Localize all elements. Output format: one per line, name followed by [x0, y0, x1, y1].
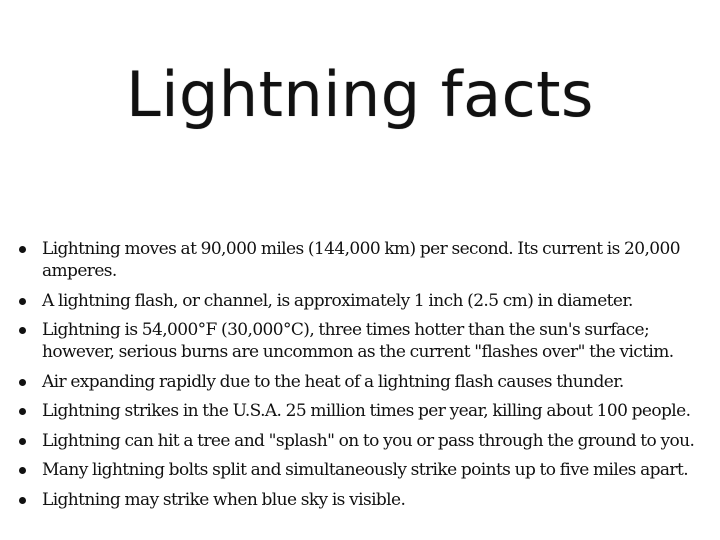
fact-text: Lightning moves at 90,000 miles (144,000 km) per second. Its current is 20,000 amperes.	[42, 239, 680, 281]
fact-text: Lightning is 54,000°F (30,000°C), three times hotter than the sun's surface; however, serious burns are uncommon as the current "flashes over" the victim.	[42, 320, 674, 362]
fact-text: Lightning strikes in the U.S.A. 25 million times per year, killing about 100 people.	[42, 401, 691, 421]
fact-text: Lightning can hit a tree and "splash" on to you or pass through the ground to you.	[42, 430, 695, 451]
bullet-icon	[19, 497, 26, 504]
list-item	[14, 489, 714, 511]
bullet-icon	[19, 379, 26, 386]
fact-text: A lightning flash, or channel, is approximately 1 inch (2.5 cm) in diameter.	[42, 290, 633, 311]
bullet-icon	[19, 298, 26, 305]
list-item	[14, 319, 714, 363]
list-item	[14, 238, 714, 282]
list-item	[14, 290, 714, 312]
list-item	[14, 459, 714, 481]
fact-text: Air expanding rapidly due to the heat of a lightning flash causes thunder.	[42, 371, 624, 392]
bullet-icon	[19, 438, 26, 445]
bullet-icon	[19, 408, 26, 415]
fact-text: Lightning may strike when blue sky is visible.	[42, 489, 406, 510]
facts-list	[14, 238, 714, 518]
bullet-icon	[19, 327, 26, 334]
list-item	[14, 371, 714, 393]
list-item	[14, 430, 714, 452]
bullet-icon	[19, 467, 26, 474]
bullet-icon	[19, 246, 26, 253]
page-title: Lightning facts	[126, 58, 594, 131]
list-item	[14, 400, 714, 422]
fact-text: Many lightning bolts split and simultaneously strike points up to five miles apart.	[42, 460, 688, 480]
